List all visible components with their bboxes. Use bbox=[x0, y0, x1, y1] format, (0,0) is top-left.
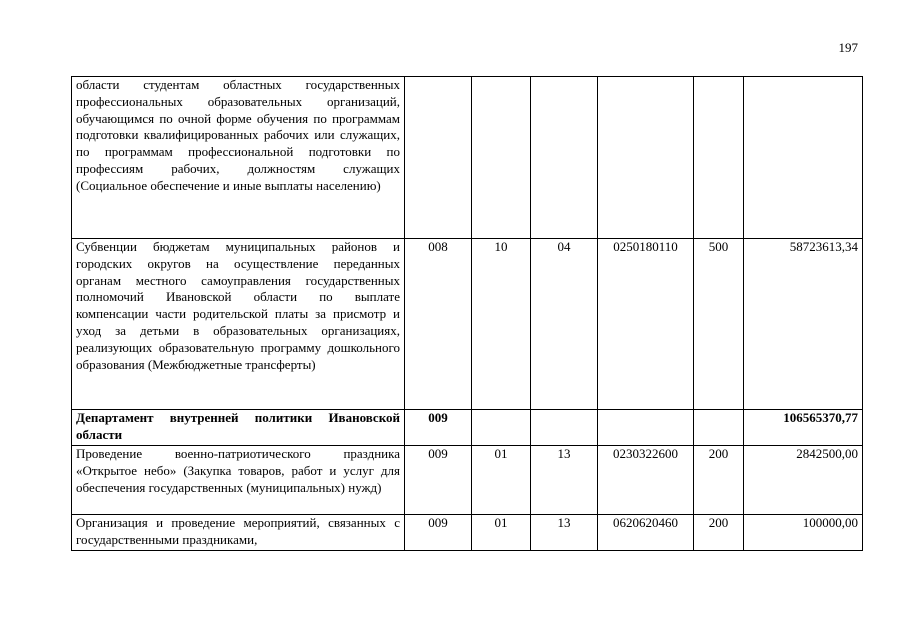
amount-value: 2842500,00 bbox=[744, 446, 863, 515]
row-description: Проведение военно-патриотического праздника «Открытое небо» (Закупка товаров, работ и услуг для обеспечения государственных (муниципальных) нужд) bbox=[72, 446, 405, 515]
expense-type-code bbox=[694, 410, 744, 446]
ministry-code: 009 bbox=[405, 446, 472, 515]
row-description: Департамент внутренней политики Ивановской области bbox=[72, 410, 405, 446]
target-article-code: 0250180110 bbox=[598, 239, 694, 410]
subsection-code bbox=[531, 77, 598, 239]
expense-type-code bbox=[694, 77, 744, 239]
section-code bbox=[472, 77, 531, 239]
subsection-code: 13 bbox=[531, 515, 598, 551]
ministry-code bbox=[405, 77, 472, 239]
page-number: 197 bbox=[838, 40, 858, 55]
row-description: Субвенции бюджетам муниципальных районов и городских округов на осуществление переданных органам местного самоуправления государственных полномочий Ивановской области по выплате компенсации части родительской платы за присмотр и уход за детьми в образовательных организациях, реализующих образовательную программу дошкольного образования (Межбюджетные трансферты) bbox=[72, 239, 405, 410]
expense-type-code: 200 bbox=[694, 515, 744, 551]
target-article-code: 0620620460 bbox=[598, 515, 694, 551]
row-description: области студентам областных государственных профессиональных образовательных организаций, обучающимся по очной форме обучения по программам подготовки квалифицированных рабочих или служащих, по программам профессиональной подготовки по профессиям рабочих, должностям служащих (Социальное обеспечение и иные выплаты населению) bbox=[72, 77, 405, 239]
row-description: Организация и проведение мероприятий, связанных с государственными праздниками, bbox=[72, 515, 405, 551]
target-article-code: 0230322600 bbox=[598, 446, 694, 515]
subsection-code: 13 bbox=[531, 446, 598, 515]
amount-value: 58723613,34 bbox=[744, 239, 863, 410]
table-row bbox=[72, 239, 863, 410]
section-code: 01 bbox=[472, 446, 531, 515]
expense-type-code: 500 bbox=[694, 239, 744, 410]
table-row bbox=[72, 410, 863, 446]
subsection-code bbox=[531, 410, 598, 446]
section-code: 10 bbox=[472, 239, 531, 410]
target-article-code bbox=[598, 410, 694, 446]
table-row bbox=[72, 77, 863, 239]
ministry-code: 009 bbox=[405, 515, 472, 551]
amount-value bbox=[744, 77, 863, 239]
section-code: 01 bbox=[472, 515, 531, 551]
amount-value: 100000,00 bbox=[744, 515, 863, 551]
table-row bbox=[72, 446, 863, 515]
table-row bbox=[72, 515, 863, 551]
expense-type-code: 200 bbox=[694, 446, 744, 515]
amount-value: 106565370,77 bbox=[744, 410, 863, 446]
ministry-code: 008 bbox=[405, 239, 472, 410]
subsection-code: 04 bbox=[531, 239, 598, 410]
section-code bbox=[472, 410, 531, 446]
target-article-code bbox=[598, 77, 694, 239]
ministry-code: 009 bbox=[405, 410, 472, 446]
budget-table bbox=[71, 76, 863, 551]
